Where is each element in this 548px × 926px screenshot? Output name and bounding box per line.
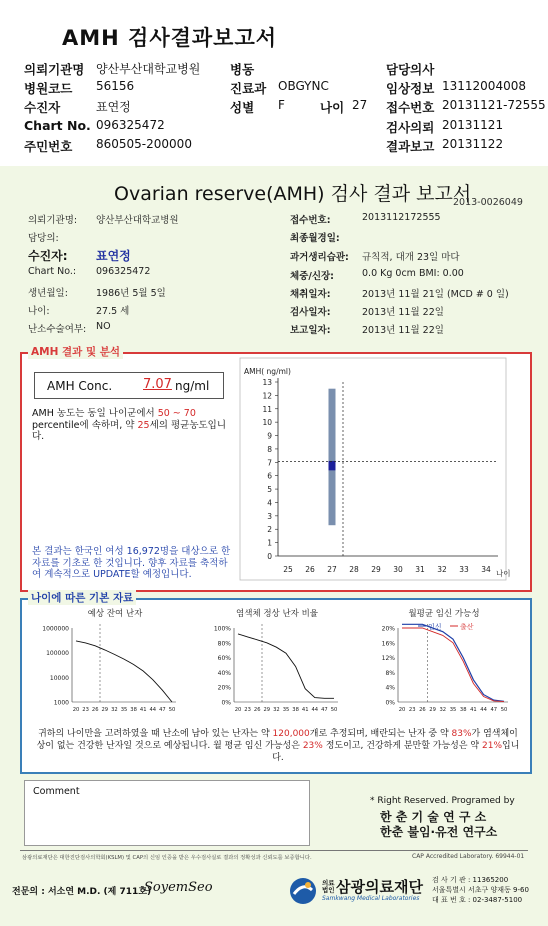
amh-conc-value: 7.07: [143, 377, 172, 392]
report-right-value: 2013년 11월 22일: [362, 325, 444, 336]
y-tick-label: 7: [267, 458, 272, 468]
mini-x-tick: 44: [149, 707, 157, 713]
mini-x-tick: 50: [500, 707, 508, 713]
mini-chart-title: 월평균 임신 가능성: [408, 609, 480, 619]
institute-1: 한 춘 기 술 연 구 소: [380, 810, 487, 824]
lab-info-line: 검 사 기 관 : 11365200: [432, 876, 509, 884]
header-age-value: 27: [352, 98, 368, 112]
report-doc-number: 2013-0026049: [453, 197, 523, 208]
summary-text-4: 가 염색체이상이 없는 건강한 난자일 것으로 예상됩니다. 월 평균 임신 가능성은: [36, 729, 518, 751]
mini-x-tick: 38: [292, 707, 299, 713]
mini-y-tick: 20%: [381, 625, 395, 633]
report-left-value: 27.5 세: [96, 306, 130, 317]
patient-label: 수진자:: [28, 249, 68, 263]
header-field-label: 의뢰기관명: [24, 62, 85, 77]
header-mid-label: 병동: [230, 62, 255, 77]
mini-y-tick: 60%: [217, 655, 231, 663]
mini-y-tick: 100000: [46, 650, 69, 658]
summary-text-5: 정도이고,: [325, 741, 364, 751]
data-source-note: 본 결과는 한국인 여성 16,972명을 대상으로 한 자료를 기초로 한 것입니다. 향후 자료를 축적하여 계속적으로 UPDATE할 예정입니다.: [32, 546, 231, 580]
mini-x-tick: 23: [244, 707, 251, 713]
report-left-label: Chart No.:: [28, 266, 77, 277]
lab-name: 삼광의료재단: [336, 878, 423, 896]
header-right-label: 검사의뢰: [386, 120, 435, 135]
mini-x-tick: 41: [470, 707, 477, 713]
age-section-title: 나이에 따른 기본 자료: [28, 590, 136, 605]
mini-x-tick: 29: [101, 707, 109, 713]
x-tick-label: 27: [327, 565, 337, 574]
mini-chart-title: 염색체 정상 난자 비율: [235, 609, 319, 619]
x-tick-label: 33: [459, 565, 469, 574]
header-right-value: 13112004008: [442, 79, 526, 93]
y-tick-label: 6: [267, 471, 272, 481]
summary-pct-birth: 21%: [482, 741, 503, 751]
rights-text: * Right Reserved. Programed by: [370, 796, 515, 806]
x-tick-label: 26: [305, 565, 315, 574]
doctor-signature-line: 전문의 : 서소연 M.D. (제 711호): [12, 887, 152, 897]
summary-eggs: 120,000: [272, 729, 310, 739]
report-right-label: 검사일자:: [290, 307, 331, 318]
mini-y-tick: 12%: [381, 655, 395, 663]
report-right-value: 규칙적, 대개 23일 마다: [362, 252, 460, 263]
header-field-label: 주민번호: [24, 139, 73, 154]
header-right-label: 접수번호: [386, 100, 435, 115]
summary-pct-pregnancy: 23%: [302, 741, 323, 751]
x-tick-label: 28: [349, 565, 359, 574]
report-left-label: 나이:: [28, 306, 50, 317]
interp-text-b: percentile에 속하며, 약: [32, 419, 135, 431]
header-field-label: 병원코드: [24, 81, 73, 96]
mini-chart-title: 예상 잔여 난자: [87, 609, 143, 619]
mini-x-tick: 47: [490, 707, 498, 713]
mini-x-tick: 29: [429, 707, 436, 713]
y-tick-label: 13: [262, 378, 272, 387]
mini-x-tick: 35: [120, 707, 128, 713]
report-left-label: 의뢰기관명:: [28, 215, 78, 226]
mini-x-tick: 41: [301, 707, 309, 713]
x-tick-label: 29: [371, 565, 381, 574]
report-right-label: 보고일자:: [290, 325, 331, 336]
header-mid-value: OBGYNC: [278, 79, 329, 93]
report-right-label: 체중/신장:: [290, 271, 334, 282]
mini-y-tick: 0%: [385, 699, 395, 707]
mini-x-tick: 44: [480, 707, 487, 713]
interp-range: 50 ~ 70: [157, 408, 196, 419]
legend-pregnancy-label: 임신: [428, 623, 442, 631]
mini-y-tick: 100%: [213, 625, 231, 633]
header-mid-label: 성별: [230, 100, 255, 115]
header-field-value: 표연정: [96, 100, 131, 114]
mini-x-tick: 44: [311, 707, 319, 713]
interp-age: 25: [137, 419, 150, 431]
report-right-value: 0.0 Kg 0cm BMI: 0.00: [362, 268, 464, 279]
mini-x-tick: 32: [439, 707, 447, 713]
header-field-value: 860505-200000: [96, 137, 192, 151]
summary-text-6: 건강하게 분만할 가능성은 약: [366, 741, 480, 751]
mini-x-tick: 20: [72, 707, 80, 713]
mini-y-tick: 0%: [221, 699, 231, 707]
summary-text-3: 약: [439, 729, 449, 739]
report-right-value: 2013년 11월 22일: [362, 307, 444, 318]
mini-y-tick: 80%: [217, 640, 231, 648]
cap-accreditation: CAP Accredited Laboratory. 69944-01: [412, 853, 525, 860]
mini-x-tick: 50: [168, 707, 176, 713]
header-field-value: 56156: [96, 79, 135, 93]
report-left-label: 난소수술여부:: [28, 324, 87, 335]
summary-text-7: 입니다.: [272, 741, 520, 763]
x-tick-label: 30: [393, 565, 403, 574]
interp-text-a: AMH 농도는 동일 나이군에서: [32, 408, 155, 419]
mini-x-tick: 26: [419, 707, 426, 713]
header-mid-value: F: [278, 98, 285, 112]
analysis-section-title: AMH 결과 및 분석: [28, 344, 123, 359]
mini-x-tick: 38: [459, 707, 467, 713]
report-left-value: 096325472: [96, 266, 151, 277]
mini-y-tick: 8%: [385, 669, 395, 677]
report-title: Ovarian reserve(AMH) 검사 결과 보고서: [114, 183, 472, 205]
mini-x-tick: 47: [321, 707, 328, 713]
header-mid-label: 진료과: [230, 81, 267, 96]
report-left-value: 1986년 5월 5일: [96, 288, 166, 299]
mini-y-tick: 4%: [385, 684, 395, 692]
lab-prefix: 의료법인: [322, 879, 335, 894]
lab-logo-icon: [288, 876, 318, 906]
x-tick-label: 32: [437, 565, 447, 574]
mini-x-tick: 32: [111, 707, 118, 713]
amh-conc-label: AMH Conc.: [47, 379, 113, 393]
mini-x-tick: 26: [91, 707, 99, 713]
y-tick-label: 1: [267, 538, 272, 548]
header-field-value: 096325472: [96, 118, 165, 132]
x-tick-label: 31: [415, 565, 425, 574]
report-right-label: 채취일자:: [290, 289, 331, 300]
comment-box: [24, 780, 310, 846]
header-right-label: 임상정보: [386, 81, 435, 96]
mini-y-tick: 10000: [49, 674, 69, 682]
report-left-value: NO: [96, 321, 111, 332]
mini-x-tick: 32: [273, 707, 280, 713]
institute-2: 한춘 불임·유전 연구소: [380, 825, 498, 839]
certification-text: 삼광의료재단은 대한진단검사의학회(KSLM) 및 CAP의 신임 인증을 받은 우수검사실로 결과의 정확성과 신뢰도를 보증합니다.: [22, 855, 312, 861]
header-field-value: 양산부산대학교병원: [96, 62, 201, 76]
doctor-signature: SoyemSeo: [144, 880, 213, 895]
mini-x-tick: 50: [330, 707, 338, 713]
summary-text-2: 개로 추정되며, 배란되는 난자 중: [309, 729, 438, 739]
mini-x-tick: 20: [398, 707, 406, 713]
report-left-label: 생년월일:: [28, 288, 68, 299]
mini-y-tick: 1000: [53, 699, 69, 707]
report-right-label: 최종월경일:: [290, 233, 340, 244]
mini-y-tick: 16%: [381, 640, 395, 648]
y-tick-label: 0: [267, 552, 272, 561]
mini-y-tick: 1000000: [42, 625, 69, 633]
y-tick-label: 10: [262, 418, 272, 428]
header-right-value: 20131121-72555: [442, 98, 546, 112]
legend-birth-label: 출산: [460, 623, 474, 631]
mini-x-tick: 23: [408, 707, 416, 713]
report-right-value: 2013112172555: [362, 212, 441, 223]
y-tick-label: 2: [267, 525, 272, 535]
header-right-value: 20131121: [442, 118, 504, 132]
header-field-label: Chart No.: [24, 118, 91, 133]
y-tick-label: 11: [262, 404, 272, 414]
x-tick-label: 34: [481, 565, 491, 574]
lab-info-line: 대 표 번 호 : 02-3487-5100: [432, 896, 523, 904]
comment-label: Comment: [33, 786, 80, 797]
report-left-value: 양산부산대학교병원: [96, 215, 179, 226]
mini-x-tick: 38: [130, 707, 137, 713]
y-tick-label: 8: [267, 444, 272, 454]
summary-text-1: 귀하의 나이만을 고려하였을 때 난소에 남아 있는 난자는 약: [38, 729, 270, 739]
y-tick-label: 12: [262, 391, 272, 401]
mini-x-tick: 35: [282, 707, 290, 713]
y-tick-label: 4: [267, 498, 272, 508]
mini-x-tick: 23: [82, 707, 89, 713]
header-age-label: 나이: [320, 100, 345, 115]
y-tick-label: 5: [267, 485, 272, 495]
mini-x-tick: 29: [263, 707, 271, 713]
mini-x-tick: 26: [253, 707, 261, 713]
mini-y-tick: 20%: [217, 684, 231, 692]
amh-conc-unit: ng/ml: [175, 379, 210, 393]
x-tick-label: 25: [283, 565, 293, 574]
y-tick-label: 3: [267, 511, 272, 521]
mini-x-tick: 20: [234, 707, 242, 713]
age-summary: [36, 728, 520, 764]
chart-title: AMH( ng/ml): [244, 367, 291, 376]
interp-text-c: 세의 평균농도입니다.: [32, 419, 227, 442]
patient-name: 표연정: [96, 249, 131, 263]
mini-x-tick: 35: [449, 707, 457, 713]
report-right-label: 과거생리습관:: [290, 252, 349, 263]
lab-info-line: 서울특별시 서초구 양재동 9-60: [432, 886, 529, 894]
header-title: AMH 검사결과보고서: [62, 26, 278, 50]
header-right-label: 담당의사: [386, 62, 435, 77]
header-field-label: 수진자: [24, 100, 61, 115]
mini-x-tick: 47: [159, 707, 166, 713]
report-right-label: 접수번호:: [290, 215, 331, 226]
footer-divider: [20, 850, 528, 851]
header-right-value: 20131122: [442, 137, 504, 151]
mini-y-tick: 40%: [217, 669, 231, 677]
lab-name-en: Samkwang Medical Laboratories: [322, 895, 420, 902]
y-tick-label: 9: [267, 431, 272, 441]
x-axis-label: 나이: [496, 569, 511, 578]
header-right-label: 결과보고: [386, 139, 435, 154]
summary-pct-normal: 83%: [451, 729, 472, 739]
mini-x-tick: 41: [139, 707, 147, 713]
report-right-value: 2013년 11월 21일 (MCD # 0 일): [362, 289, 509, 300]
report-left-label: 담당의:: [28, 233, 59, 244]
